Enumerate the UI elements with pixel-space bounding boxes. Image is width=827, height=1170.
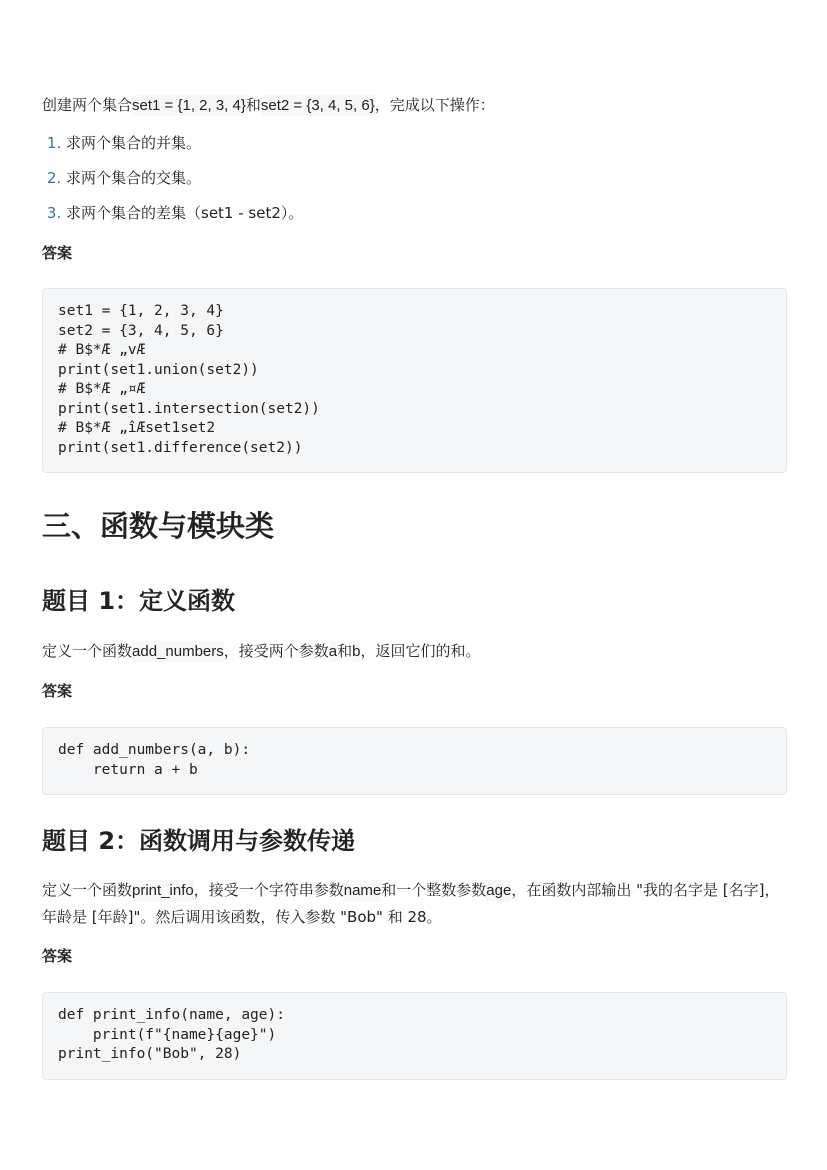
inline-code-print-info: print_info — [132, 882, 194, 899]
code-line: return a + b — [58, 761, 198, 778]
code-line: set2 = {3, 4, 5, 6} — [58, 322, 224, 339]
code-line: print(set1.intersection(set2)) — [58, 400, 320, 417]
inline-code-b: b — [352, 643, 361, 660]
inline-code-age: age — [486, 882, 512, 899]
question-1-heading: 题目 1：定义函数 — [42, 587, 236, 615]
inline-code-add-numbers: add_numbers — [132, 643, 224, 660]
desc-text: 定义一个函数 — [42, 642, 133, 660]
list-item: 1. 求两个集合的并集。 — [66, 133, 809, 153]
code-line: set1 = {1, 2, 3, 4} — [58, 303, 224, 319]
answer-label: 答案 — [42, 947, 73, 965]
intro-text: 和 — [245, 96, 261, 114]
code-block-sets — [42, 288, 787, 473]
intro-text: ，完成以下操作： — [374, 96, 495, 114]
code-line: # B$*Æ „vÆ — [58, 342, 146, 358]
desc-text: ，接受一个字符串参数 — [193, 881, 344, 899]
desc-text: ，返回它们的和。 — [360, 642, 481, 660]
desc-text: 定义一个函数 — [42, 881, 133, 899]
code-block-add-numbers — [42, 727, 787, 795]
code-line: print(set1.union(set2)) — [58, 361, 259, 378]
code-line: # B$*Æ „¤Æ — [58, 381, 146, 397]
desc-text: ，接受两个参数 — [223, 642, 329, 660]
inline-code-set2: set2 = {3, 4, 5, 6} — [260, 97, 375, 114]
list-item: 3. 求两个集合的差集（set1 - set2）。 — [66, 203, 809, 223]
code-block-print-info — [42, 992, 787, 1080]
answer-label: 答案 — [42, 682, 73, 700]
desc-text: ，在函数内部输出 "我的名字是 [名字]，年龄是 [年龄]"。然后调用该函数，传入参数 "Bob" 和 28。 — [42, 881, 780, 926]
set-operations-list — [42, 133, 809, 238]
inline-code-name: name — [343, 882, 382, 899]
question-2-description — [42, 877, 785, 930]
section-heading: 三、函数与模块类 — [42, 509, 275, 543]
intro-text: 创建两个集合 — [42, 96, 133, 114]
set-question-intro — [42, 92, 785, 119]
answer-label: 答案 — [42, 244, 73, 262]
question-2-heading: 题目 2：函数调用与参数传递 — [42, 827, 356, 855]
code-line: print_info("Bob", 28) — [58, 1046, 242, 1062]
inline-code-set1: set1 = {1, 2, 3, 4} — [132, 97, 246, 114]
desc-text: 和一个整数参数 — [381, 881, 487, 899]
question-1-description — [42, 638, 785, 665]
desc-text: 和 — [337, 642, 353, 660]
code-line: def add_numbers(a, b): — [58, 742, 251, 758]
code-line: # B$*Æ „îÆset1set2 — [58, 420, 216, 436]
code-line: def print_info(name, age): — [58, 1007, 285, 1023]
list-item: 2. 求两个集合的交集。 — [66, 168, 809, 188]
code-line: print(f"{name}{age}") — [58, 1026, 277, 1043]
inline-code-a: a — [328, 643, 338, 660]
code-line: print(set1.difference(set2)) — [58, 439, 303, 456]
